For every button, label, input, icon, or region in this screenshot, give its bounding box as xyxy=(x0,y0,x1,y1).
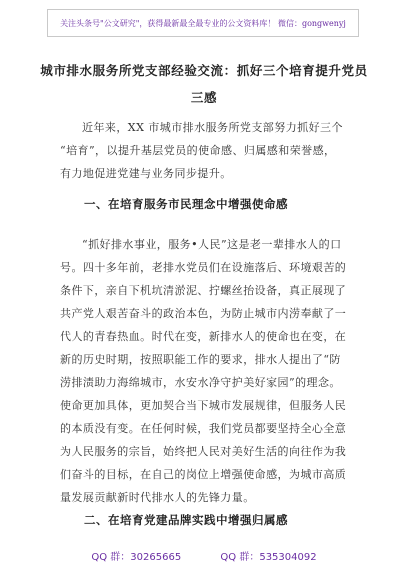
paragraph-line: 条件下，亲自下机坑清淤泥、拧螺丝抬设备，真正展现了 xyxy=(60,284,347,297)
paragraph-line: 共产党人艰苦奋斗的政治本色，为防止城市内涝奉献了一 xyxy=(60,307,347,320)
intro-paragraph xyxy=(60,116,360,185)
footer-contact xyxy=(0,548,408,563)
document-title-line-2: 三感 xyxy=(190,90,218,105)
paragraph-line: “抓好排水事业，服务•人民”这是老一辈排水人的口 xyxy=(82,238,342,251)
section-1-heading: 一、在培育服务市民理念中增强使命感 xyxy=(84,197,288,211)
intro-line: 近年来，XX 市城市排水服务所党支部努力抓好三个 xyxy=(82,121,343,134)
paragraph-line: 为人民服务的宗旨，始终把人民对美好生活的向往作为我 xyxy=(60,445,347,458)
paragraph-line: 号。四十多年前，老排水党员们在设施落后、环境艰苦的 xyxy=(60,261,347,274)
paragraph-line: 量发展贡献新时代排水人的先锋力量。 xyxy=(60,491,255,504)
intro-line: “培育”，以提升基层党员的使命感、归属感和荣誉感， xyxy=(60,144,336,157)
paragraph-line: 代人的青春热血。时代在变，新排水人的使命也在变，在 xyxy=(60,330,347,343)
paragraph-line: 使命更加具体，更加契合当下城市发展规律，但服务人民 xyxy=(60,399,347,412)
header-banner-text: 关注头条号"公文研究"，获得最新最全最专业的公文资料库！ 微信：gongwenyj xyxy=(60,18,346,28)
section-2-heading: 二、在培育党建品牌实践中增强归属感 xyxy=(84,513,288,527)
document-title-line-1: 城市排水服务所党支部经验交流：抓好三个培育提升党员 xyxy=(40,63,368,78)
header-banner xyxy=(47,9,359,37)
section-1-paragraph xyxy=(60,233,360,509)
footer-qq-group-1: QQ 群：30265665 xyxy=(91,552,182,563)
footer-qq-group-2: QQ 群：535304092 xyxy=(220,552,317,563)
paragraph-line: 涝排渍助力海绵城市，水安水净守护美好家园”的理念。 xyxy=(60,376,341,389)
paragraph-line: 的本质没有变。在任何时候，我们党员都要坚持全心全意 xyxy=(60,422,347,435)
paragraph-line: 新的历史时期，按照职能工作的要求，排水人提出了“防 xyxy=(60,353,341,366)
intro-line: 有力地促进党建与业务同步提升。 xyxy=(60,167,232,180)
paragraph-line: 们奋斗的目标，在自己的岗位上增强使命感，为城市高质 xyxy=(60,468,347,481)
